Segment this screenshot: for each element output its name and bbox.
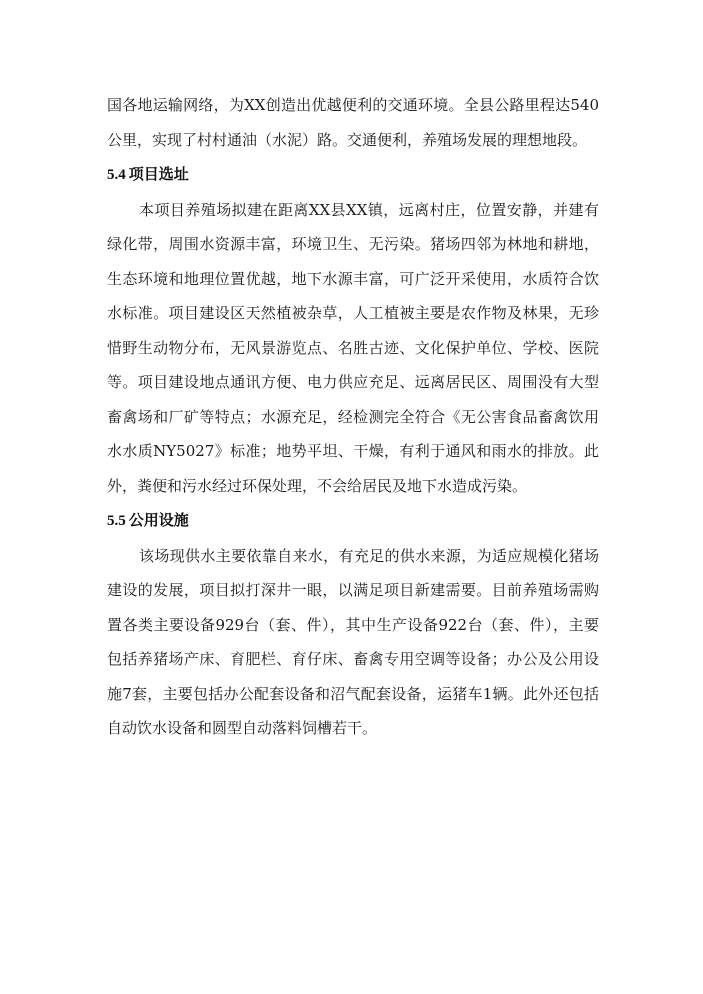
section-heading-5-5 (107, 503, 599, 539)
section-heading-5-4 (107, 157, 599, 193)
section-number-5-5: 5.5 (107, 513, 126, 529)
section-body-5-5: 该场现供水主要依靠自来水，有充足的供水来源，为适应规模化猪场建设的发展，项目拟打深井一眼，以满足项目新建需要。目前养殖场需购置各类主要设备929台（套、件），其中生产设备922台（套、件），主要包括养猪场产床、育肥栏、育仔床、畜禽专用空调等设备；办公及公用设施7套，主要包括办公配套设备和沼气配套设备，运猪车1辆。此外还包括自动饮水设备和圆型自动落料饲槽若干。 (107, 546, 599, 737)
document-body (107, 88, 599, 746)
section-body-5-4: 本项目养殖场拟建在距离XX县XX镇，远离村庄，位置安静，并建有绿化带，周围水资源丰富，环境卫生、无污染。猪场四邻为林地和耕地，生态环境和地理位置优越，地下水源丰富，可广泛开采使用，水质符合饮水标准。项目建设区天然植被杂草，人工植被主要是农作物及林果，无珍惜野生动物分布，无风景游览点、名胜古迹、文化保护单位、学校、医院等。项目建设地点通讯方便、电力供应充足、远离居民区、周围没有大型畜禽场和厂矿等特点；水源充足，经检测完全符合《无公害食品畜禽饮用水水质NY5027》标准；地势平坦、干燥，有利于通风和雨水的排放。此外，粪便和污水经过环保处理，不会给居民及地下水造成污染。 (107, 200, 599, 495)
section-title-5-4: 项目选址 (128, 165, 189, 183)
section-title-5-5: 公用设施 (128, 511, 189, 529)
section-number-5-4: 5.4 (107, 167, 126, 183)
intro-paragraph: 国各地运输网络，为XX创造出优越便利的交通环境。全县公路里程达540公里，实现了村村通油（水泥）路。交通便利，养殖场发展的理想地段。 (107, 96, 599, 149)
